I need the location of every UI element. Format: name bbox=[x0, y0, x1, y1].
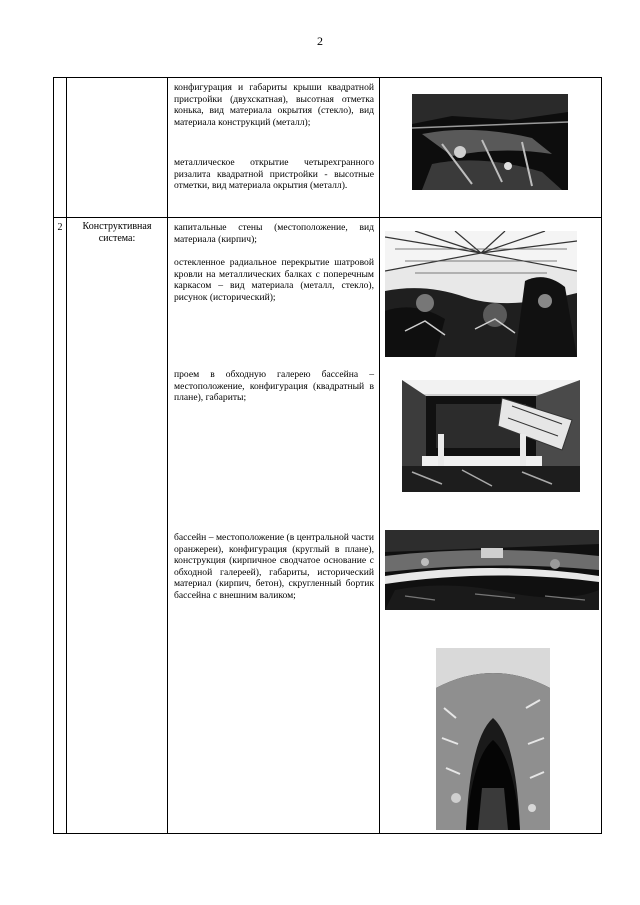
row-description-cell bbox=[168, 78, 380, 218]
table-row bbox=[54, 78, 602, 218]
description-paragraph: конфигурация и габариты крыши квадратной пристройки (двухскатная), высотная отметка конька, вид материала окрытия (стекло), вид материала конструкций (металл); bbox=[174, 82, 374, 128]
row-number-cell: 2 bbox=[54, 218, 67, 834]
roof-structure-photo bbox=[412, 94, 568, 190]
table-row bbox=[54, 218, 602, 834]
row-number-cell bbox=[54, 78, 67, 218]
description-paragraph: металлическое открытие четырехгранного ризалита квадратной пристройки - высотные отметки, вид материала окрытия (металл). bbox=[174, 157, 374, 192]
vaulted-gallery-photo bbox=[436, 648, 550, 830]
row-description-cell bbox=[168, 218, 380, 834]
row-name-cell: Конструктивная система: bbox=[67, 218, 168, 834]
row-photo-cell bbox=[380, 78, 602, 218]
document-table bbox=[53, 77, 602, 834]
row-name-cell bbox=[67, 78, 168, 218]
description-paragraph: бассейн – местоположение (в центральной части оранжереи), конфигурация (круглый в плане), конструкция (кирпичное сводчатое основание с обходной галереей), габариты, исторический материал (кирпич, бетон), скругленный бортик бассейна с внешним валиком; bbox=[174, 532, 374, 601]
gallery-opening-photo bbox=[402, 380, 580, 492]
pool-panorama-photo bbox=[385, 530, 599, 610]
page-number: 2 bbox=[317, 34, 323, 48]
row-photo-cell bbox=[380, 218, 602, 834]
glass-dome-interior-photo bbox=[385, 231, 577, 357]
description-paragraph: капитальные стены (местоположение, вид материала (кирпич); bbox=[174, 222, 374, 245]
description-paragraph: остекленное радиальное перекрытие шатровой кровли на металлических балках с поперечным каркасом – вид материала (металл, стекло), рисунок (исторический); bbox=[174, 257, 374, 303]
description-paragraph: проем в обходную галерею бассейна – местоположение, конфигурация (квадратный в плане), габариты; bbox=[174, 369, 374, 404]
